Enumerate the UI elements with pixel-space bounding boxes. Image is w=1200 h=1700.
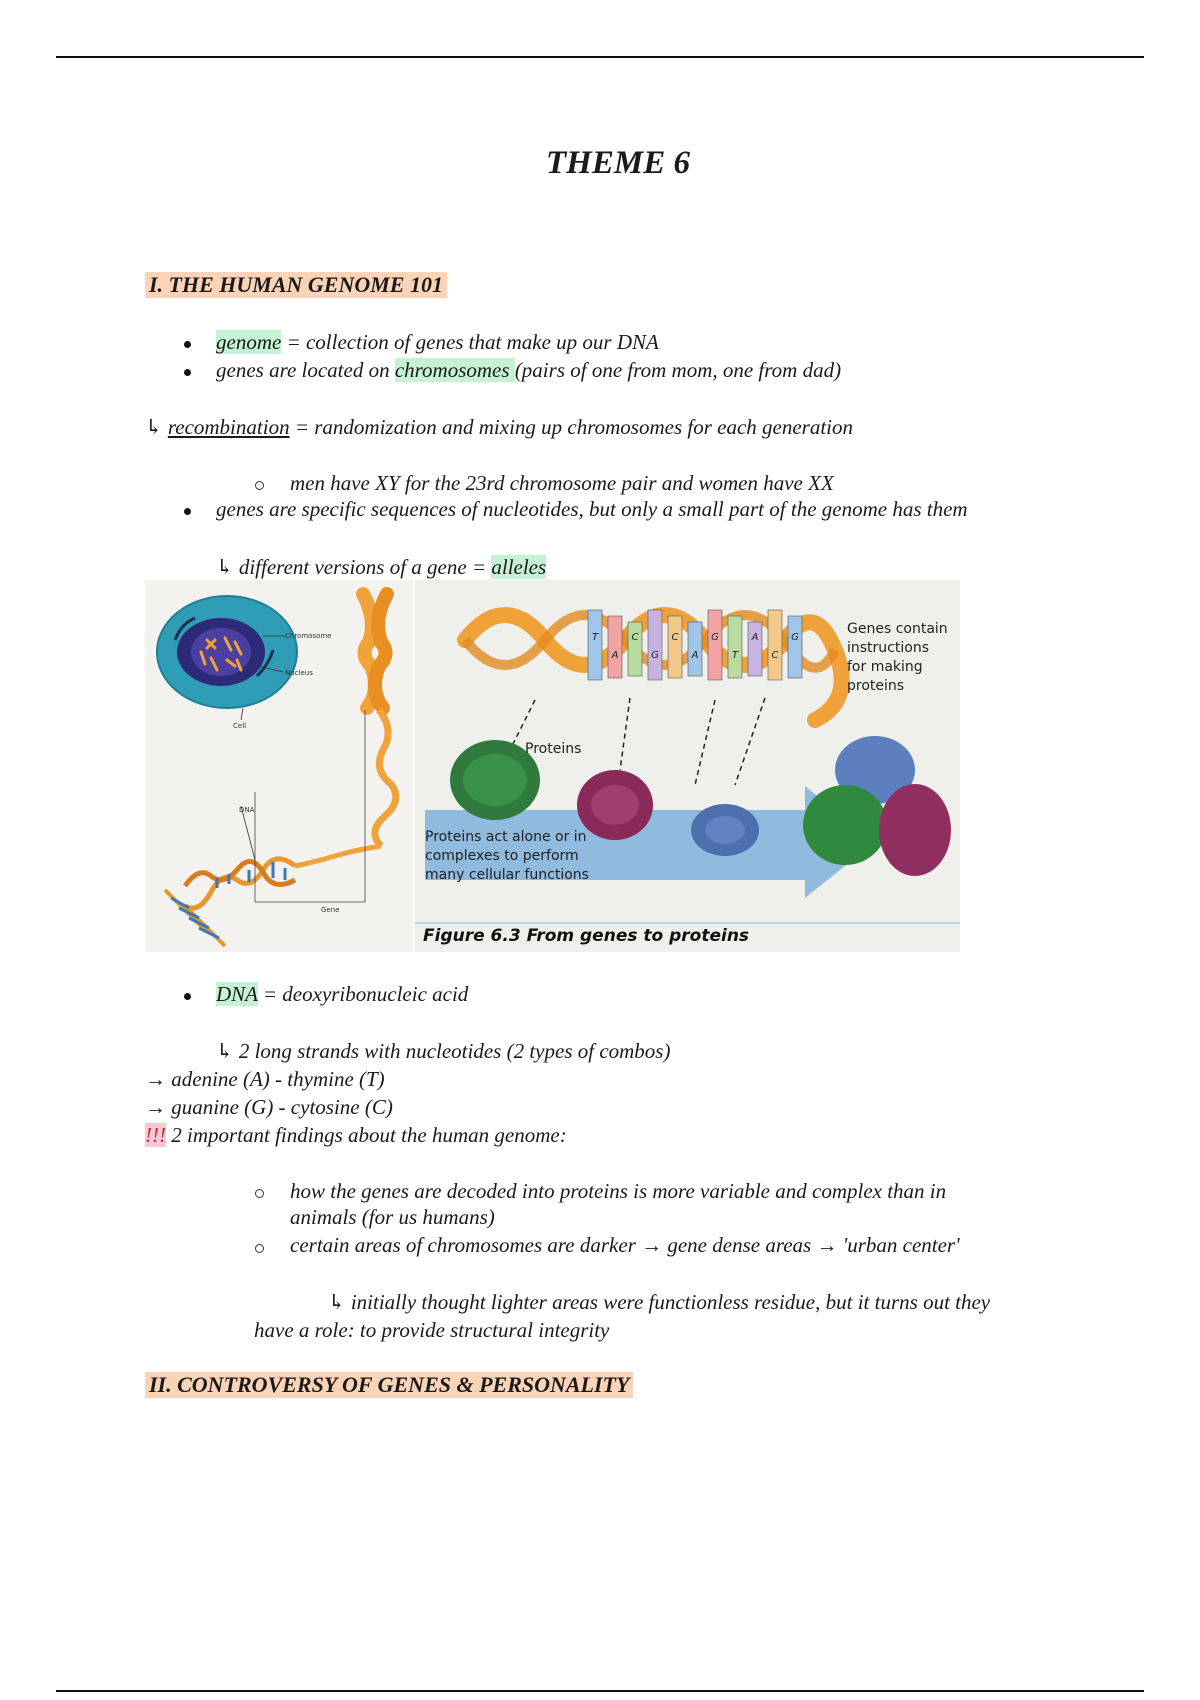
finding2-line: certain areas of chromosomes are darker → gene dense areas → 'urban center' [290, 1233, 960, 1257]
dna-term: DNA [216, 982, 258, 1006]
dna-line [216, 981, 468, 1007]
base-letter: T [591, 632, 599, 643]
base-pair-bar [748, 622, 762, 676]
proteins-act-note: Proteins act alone or in complexes to perform many cellular functions [425, 829, 589, 883]
section-heading-genome: I. THE HUMAN GENOME 101 [145, 272, 447, 298]
cell-label: Cell [233, 722, 247, 730]
adenine-line: → adenine (A) - thymine (T) [145, 1067, 385, 1091]
top-rule [56, 56, 1144, 58]
base-pair-bar [788, 616, 802, 678]
page-title: THEME 6 [546, 145, 690, 181]
finding1-line-a: how the genes are decoded into proteins is more variable and complex than in [290, 1179, 947, 1203]
figure-caption: Figure 6.3 From genes to proteins [423, 926, 750, 946]
alleles-prefix: ↳ different versions of a gene = [216, 555, 492, 579]
initially-line-a: ↳ initially thought lighter areas were functionless residue, but it turns out they [328, 1290, 991, 1314]
base-pair-bar [688, 622, 702, 676]
base-letter: C [631, 632, 639, 643]
alleles-line [216, 554, 546, 580]
chromosomes-prefix: genes are located on [216, 358, 395, 382]
bottom-rule [56, 1690, 1144, 1692]
gene-label: Gene [321, 906, 340, 914]
sub-bullet-icon [255, 481, 264, 490]
base-letter: A [751, 632, 759, 643]
base-pair-bar [628, 622, 642, 676]
base-letter: A [691, 650, 699, 661]
cell-to-gene-illustration [145, 580, 413, 952]
base-letter: C [771, 650, 779, 661]
bullet-icon [184, 508, 191, 515]
alleles-term: alleles [491, 555, 547, 579]
chromosomes-suffix: (pairs of one from mom, one from dad) [514, 358, 842, 382]
base-pair-bar [768, 610, 782, 680]
findings-text: 2 important findings about the human genome: [165, 1123, 567, 1147]
recombination-definition: = randomization and mixing up chromosomes for each generation [289, 415, 854, 439]
proteins-label: Proteins [525, 741, 582, 757]
finding1-line-b: animals (for us humans) [290, 1205, 495, 1229]
bullet-icon [184, 369, 191, 376]
strands-line: ↳ 2 long strands with nucleotides (2 types of combos) [216, 1039, 671, 1063]
base-letter: G [711, 632, 719, 643]
chromosomes-term: chromosomes [394, 358, 515, 382]
sub-bullet-icon [255, 1244, 264, 1253]
base-letter: C [671, 632, 679, 643]
findings-line [145, 1122, 567, 1148]
base-pair-bar [728, 616, 742, 678]
base-pair-bar [608, 616, 622, 678]
section-heading-controversy: II. CONTROVERSY OF GENES & PERSONALITY [145, 1372, 633, 1398]
genome-line [216, 329, 659, 355]
bullet-icon [184, 993, 191, 1000]
genes-contain-note: Genes contain instructions for making proteins [847, 621, 948, 694]
dna-definition: = deoxyribonucleic acid [257, 982, 469, 1006]
genes-to-proteins-illustration [415, 580, 960, 952]
cell-dna-diagram [145, 580, 413, 952]
base-letter: T [731, 650, 739, 661]
guanine-line: → guanine (G) - cytosine (C) [145, 1095, 393, 1119]
base-letter: G [651, 650, 659, 661]
base-pair-bar [708, 610, 722, 680]
base-letter: A [611, 650, 619, 661]
nucleus-label: Nucleus [285, 669, 313, 677]
chromosomes-line [216, 357, 841, 383]
base-pair-bar [588, 610, 602, 680]
sub-bullet-icon [255, 1189, 264, 1198]
base-pair-bar [668, 616, 682, 678]
genes-sequences-line: genes are specific sequences of nucleotides, but only a small part of the genome has them [216, 497, 968, 521]
hook-arrow-icon: ↳ [145, 415, 163, 439]
base-letter: G [791, 632, 799, 643]
bullet-icon [184, 341, 191, 348]
xy-chromosome-line: men have XY for the 23rd chromosome pair and women have XX [290, 471, 834, 495]
recombination-line [145, 414, 853, 440]
chromosome-label: Chromosome [285, 632, 332, 640]
initially-line-b: have a role: to provide structural integrity [254, 1318, 610, 1342]
recombination-term: recombination [167, 415, 290, 439]
genome-definition: = collection of genes that make up our DNA [281, 330, 659, 354]
exclamation-marker: !!! [145, 1123, 166, 1147]
dna-label: DNA [239, 806, 255, 814]
genome-term: genome [216, 330, 282, 354]
genes-to-proteins-figure [145, 580, 960, 952]
base-pair-bar [648, 610, 662, 680]
